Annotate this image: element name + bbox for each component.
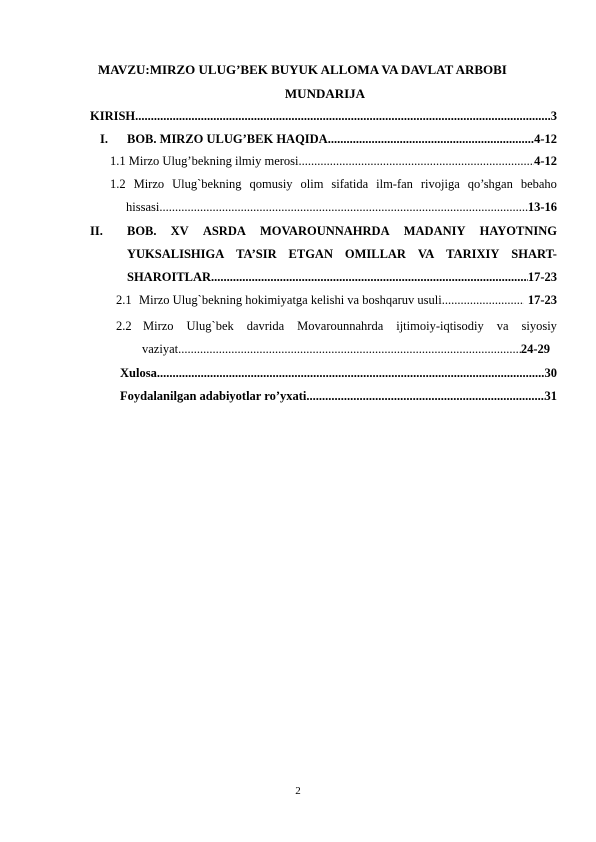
toc-word: Movarounnahrda (297, 319, 384, 333)
toc-entry-label: Foydalanilgan adabiyotlar ro’yxati (120, 389, 307, 403)
toc-entry-section-1-2[interactable] (110, 176, 557, 192)
toc-word: HAYOTNING (479, 224, 557, 238)
toc-entry-section-1-2-cont[interactable] (126, 199, 557, 215)
toc-entry-label: Mirzo Ulug`bekning hokimiyatga kelishi va boshqaruv usuli (139, 293, 442, 307)
toc-page-number: 31 (544, 389, 557, 403)
toc-word: Mirzo (143, 319, 174, 333)
toc-word: MADANIY (403, 224, 466, 238)
toc-entry-references[interactable] (120, 388, 557, 404)
chapter-number: II. (90, 224, 103, 238)
toc-word: va (496, 319, 509, 333)
toc-word: Mirzo (133, 177, 165, 191)
toc-word: bebaho (520, 177, 557, 191)
page-number: 2 (295, 785, 301, 797)
toc-entry-label: 1.1 Mirzo Ulug’bekning ilmiy merosi (110, 154, 299, 168)
toc-entry-label: KIRISH (90, 109, 136, 123)
toc-page-number: 30 (544, 366, 557, 380)
toc-dot-leader (328, 131, 534, 147)
toc-word: siyosiy (521, 319, 557, 333)
toc-dot-leader (211, 269, 528, 285)
toc-word: ETGAN (288, 247, 333, 261)
toc-word: olim (300, 177, 324, 191)
toc-word: 1.2 (110, 177, 126, 191)
toc-page-number: 4-12 (534, 132, 557, 146)
toc-word: qo’shgan (467, 177, 513, 191)
toc-word: MOVAROUNNAHRDA (259, 224, 390, 238)
toc-word: BOB. (127, 224, 157, 238)
toc-word: TA’SIR (236, 247, 277, 261)
toc-dot-leader (157, 365, 545, 381)
toc-dot-leader (299, 153, 535, 169)
toc-entry-section-1-1[interactable] (110, 153, 557, 169)
toc-entry-label: vaziyat (142, 342, 179, 356)
toc-entry-chapter-2-end[interactable] (127, 269, 557, 285)
chapter-number: I. (100, 132, 108, 146)
toc-entry-section-2-2-cont[interactable] (142, 341, 550, 357)
toc-dot-leader (178, 341, 521, 357)
toc-page-number: 3 (550, 109, 557, 123)
toc-entry-section-2-2[interactable] (143, 318, 557, 334)
section-number: 2.2 (116, 319, 132, 333)
toc-dot-leader (306, 388, 544, 404)
toc-word: YUKSALISHIGA (127, 247, 225, 261)
toc-entry-intro[interactable] (90, 108, 557, 124)
toc-word: qomusiy (249, 177, 293, 191)
toc-word: davrida (246, 319, 285, 333)
toc-page-number: 13-16 (527, 200, 557, 214)
toc-dot-leader (442, 292, 524, 308)
toc-page-number: 17-23 (527, 270, 557, 284)
toc-word: Ulug`bekning (172, 177, 242, 191)
document-title: MAVZU:MIRZO ULUG’BEK BUYUK ALLOMA VA DAVLAT ARBOBI (98, 62, 507, 77)
toc-page-number: 4-12 (534, 154, 557, 168)
toc-entry-chapter-1[interactable] (127, 131, 557, 147)
toc-word: ilm-fan (376, 177, 413, 191)
toc-entry-label: Xulosa (120, 366, 157, 380)
toc-word: Ulug`bek (186, 319, 234, 333)
toc-page-number: 24-29 (520, 342, 550, 356)
toc-dot-leader (135, 108, 551, 124)
toc-dot-leader (159, 199, 527, 215)
toc-word: TARIXIY (446, 247, 500, 261)
toc-word: XV (170, 224, 189, 238)
toc-word: sifatida (331, 177, 369, 191)
toc-word: SHART- (511, 247, 557, 261)
toc-entry-label: hissasi (126, 200, 160, 214)
toc-entry-chapter-2[interactable] (127, 223, 557, 239)
toc-word: VA (417, 247, 435, 261)
toc-page-number: 17-23 (527, 293, 557, 307)
toc-entry-label: SHAROITLAR (127, 270, 212, 284)
toc-word: ijtimoiy-iqtisodiy (396, 319, 484, 333)
toc-word: OMILLAR (344, 247, 406, 261)
toc-entry-label: BOB. MIRZO ULUG’BEK HAQIDA (127, 132, 328, 146)
toc-word: rivojiga (420, 177, 460, 191)
toc-entry-section-2-1[interactable] (139, 292, 557, 308)
section-number: 2.1 (116, 293, 132, 307)
toc-entry-chapter-2-cont[interactable] (127, 246, 557, 262)
toc-entry-conclusion[interactable] (120, 365, 557, 381)
toc-word: ASRDA (202, 224, 246, 238)
toc-heading: MUNDARIJA (284, 86, 366, 101)
